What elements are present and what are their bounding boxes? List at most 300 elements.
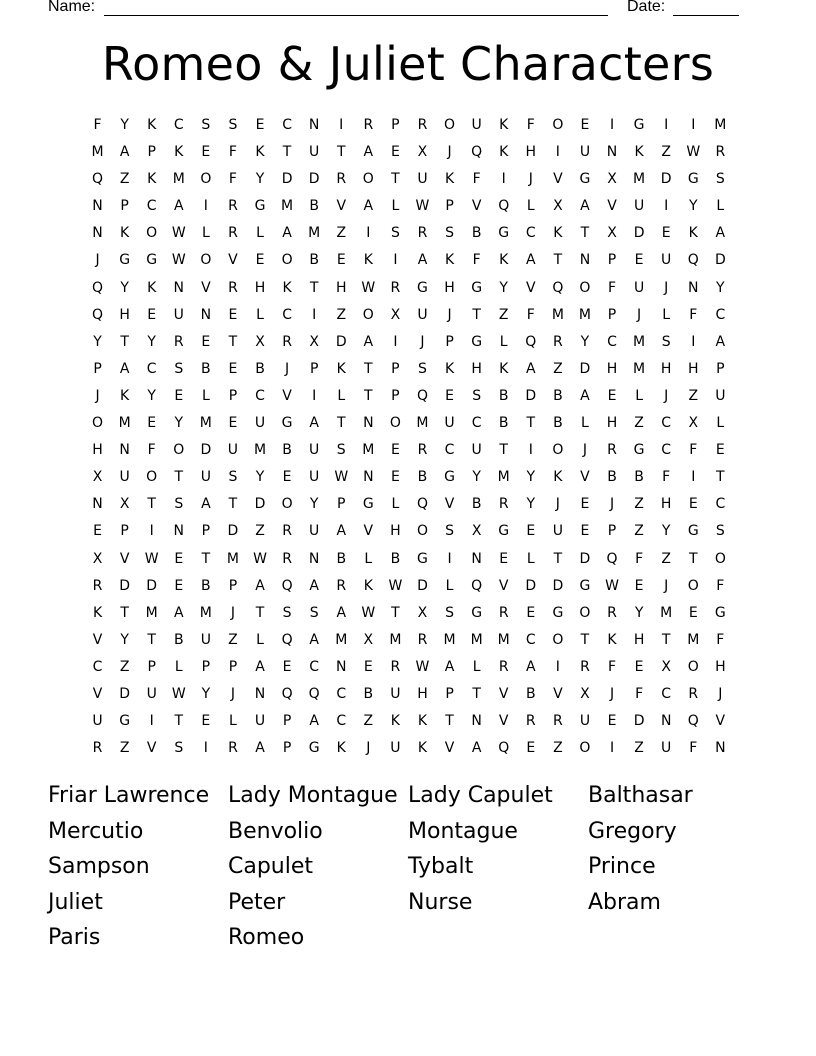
grid-letter[interactable]: L bbox=[229, 713, 237, 730]
grid-letter[interactable]: V bbox=[471, 198, 482, 215]
grid-letter[interactable]: L bbox=[391, 198, 400, 215]
grid-letter[interactable]: C bbox=[309, 658, 320, 675]
grid-letter[interactable]: A bbox=[580, 198, 590, 215]
grid-letter[interactable]: U bbox=[200, 469, 211, 486]
grid-letter[interactable]: B bbox=[498, 387, 509, 404]
grid-letter[interactable]: A bbox=[173, 604, 184, 621]
grid-letter[interactable]: N bbox=[173, 523, 185, 540]
grid-letter[interactable]: Y bbox=[147, 387, 156, 404]
grid-letter[interactable]: Y bbox=[580, 333, 590, 350]
grid-letter[interactable]: G bbox=[687, 171, 699, 188]
grid-letter[interactable]: L bbox=[364, 550, 373, 567]
grid-letter[interactable]: Z bbox=[661, 550, 671, 567]
grid-letter[interactable]: D bbox=[146, 577, 158, 594]
grid-letter[interactable]: Q bbox=[498, 740, 510, 757]
grid-letter[interactable]: F bbox=[607, 279, 617, 296]
grid-letter[interactable]: A bbox=[363, 198, 374, 215]
grid-letter[interactable]: D bbox=[119, 577, 130, 594]
grid-letter[interactable]: O bbox=[362, 306, 374, 323]
grid-letter[interactable]: N bbox=[119, 442, 130, 459]
grid-letter[interactable]: E bbox=[390, 442, 400, 459]
grid-letter[interactable]: Y bbox=[661, 523, 671, 540]
grid-letter[interactable]: D bbox=[254, 496, 266, 513]
grid-letter[interactable]: B bbox=[553, 387, 563, 404]
grid-letter[interactable]: H bbox=[687, 360, 699, 377]
grid-letter[interactable]: N bbox=[579, 252, 591, 269]
grid-letter[interactable]: V bbox=[282, 387, 292, 404]
grid-letter[interactable]: Z bbox=[363, 713, 374, 730]
grid-letter[interactable]: J bbox=[664, 279, 669, 296]
grid-letter[interactable]: S bbox=[201, 117, 211, 133]
grid-letter[interactable]: K bbox=[444, 252, 455, 269]
grid-letter[interactable]: J bbox=[637, 306, 642, 323]
grid-letter[interactable]: C bbox=[173, 117, 184, 133]
grid-letter[interactable]: Y bbox=[716, 279, 725, 296]
grid-letter[interactable]: S bbox=[445, 523, 454, 540]
grid-letter[interactable]: W bbox=[171, 685, 186, 702]
grid-letter[interactable]: T bbox=[580, 631, 590, 648]
grid-letter[interactable]: A bbox=[580, 387, 590, 404]
grid-letter[interactable]: M bbox=[308, 225, 321, 242]
grid-letter[interactable]: C bbox=[146, 198, 157, 215]
grid-letter[interactable]: I bbox=[609, 117, 615, 133]
grid-letter[interactable]: U bbox=[444, 415, 455, 432]
grid-letter[interactable]: F bbox=[93, 117, 102, 133]
grid-letter[interactable]: P bbox=[147, 144, 156, 161]
grid-letter[interactable]: P bbox=[282, 713, 292, 730]
grid-letter[interactable]: O bbox=[444, 117, 456, 133]
grid-letter[interactable]: U bbox=[254, 415, 266, 432]
grid-letter[interactable]: M bbox=[281, 198, 294, 215]
grid-letter[interactable]: S bbox=[390, 225, 400, 242]
grid-letter[interactable]: Q bbox=[606, 550, 618, 567]
grid-letter[interactable]: T bbox=[336, 415, 346, 432]
grid-letter[interactable]: H bbox=[471, 360, 482, 377]
grid-letter[interactable]: V bbox=[498, 577, 509, 594]
grid-letter[interactable]: R bbox=[525, 713, 536, 730]
grid-letter[interactable]: Q bbox=[416, 496, 428, 513]
grid-letter[interactable]: I bbox=[691, 469, 696, 486]
grid-letter[interactable]: J bbox=[664, 577, 669, 594]
grid-letter[interactable]: F bbox=[607, 658, 617, 675]
grid-letter[interactable]: N bbox=[92, 496, 103, 513]
grid-letter[interactable]: Z bbox=[634, 740, 644, 757]
grid-letter[interactable]: G bbox=[471, 604, 483, 621]
grid-letter[interactable]: M bbox=[335, 631, 348, 648]
grid-letter[interactable]: K bbox=[174, 144, 184, 161]
grid-letter[interactable]: W bbox=[605, 577, 619, 594]
grid-letter[interactable]: K bbox=[336, 740, 346, 757]
grid-letter[interactable]: N bbox=[308, 117, 320, 133]
grid-letter[interactable]: V bbox=[553, 685, 563, 702]
grid-letter[interactable]: O bbox=[362, 171, 374, 188]
grid-letter[interactable]: P bbox=[607, 306, 617, 323]
grid-letter[interactable]: H bbox=[606, 360, 618, 377]
grid-letter[interactable]: I bbox=[203, 740, 208, 757]
grid-letter[interactable]: I bbox=[501, 171, 506, 188]
grid-letter[interactable]: E bbox=[661, 225, 671, 242]
grid-letter[interactable]: N bbox=[92, 225, 103, 242]
grid-letter[interactable]: P bbox=[445, 685, 454, 702]
grid-letter[interactable]: Z bbox=[553, 740, 563, 757]
grid-letter[interactable]: P bbox=[147, 658, 156, 675]
grid-letter[interactable]: Z bbox=[255, 523, 265, 540]
grid-letter[interactable]: K bbox=[147, 171, 157, 188]
grid-letter[interactable]: L bbox=[256, 225, 264, 242]
grid-letter[interactable]: M bbox=[633, 171, 646, 188]
grid-letter[interactable]: T bbox=[336, 144, 346, 161]
grid-letter[interactable]: J bbox=[95, 387, 100, 404]
grid-letter[interactable]: U bbox=[92, 713, 103, 730]
grid-letter[interactable]: K bbox=[147, 279, 157, 296]
grid-letter[interactable]: V bbox=[498, 713, 509, 730]
grid-letter[interactable]: B bbox=[498, 415, 509, 432]
grid-letter[interactable]: T bbox=[580, 225, 590, 242]
grid-letter[interactable]: K bbox=[255, 144, 265, 161]
grid-letter[interactable]: R bbox=[417, 117, 428, 133]
grid-letter[interactable]: H bbox=[92, 442, 103, 459]
grid-letter[interactable]: C bbox=[661, 685, 672, 702]
grid-letter[interactable]: E bbox=[363, 658, 373, 675]
grid-letter[interactable]: R bbox=[553, 333, 563, 350]
grid-letter[interactable]: V bbox=[580, 469, 590, 486]
grid-letter[interactable]: X bbox=[688, 415, 699, 432]
grid-letter[interactable]: N bbox=[688, 279, 699, 296]
grid-letter[interactable]: O bbox=[579, 740, 591, 757]
grid-letter[interactable]: O bbox=[714, 550, 726, 567]
grid-letter[interactable]: I bbox=[366, 225, 371, 242]
grid-letter[interactable]: E bbox=[255, 117, 265, 133]
grid-letter[interactable]: Q bbox=[498, 198, 510, 215]
grid-letter[interactable]: G bbox=[633, 442, 645, 459]
grid-letter[interactable]: P bbox=[93, 360, 102, 377]
grid-letter[interactable]: M bbox=[362, 442, 375, 459]
grid-letter[interactable]: X bbox=[92, 550, 103, 567]
grid-letter[interactable]: Z bbox=[634, 496, 644, 513]
grid-letter[interactable]: U bbox=[471, 442, 482, 459]
grid-letter[interactable]: S bbox=[472, 387, 482, 404]
grid-letter[interactable]: V bbox=[119, 550, 130, 567]
grid-letter[interactable]: D bbox=[525, 577, 537, 594]
grid-letter[interactable]: M bbox=[687, 631, 700, 648]
grid-letter[interactable]: A bbox=[526, 252, 536, 269]
grid-letter[interactable]: M bbox=[145, 604, 158, 621]
grid-letter[interactable]: R bbox=[715, 144, 726, 161]
grid-letter[interactable]: K bbox=[634, 144, 644, 161]
grid-letter[interactable]: B bbox=[309, 252, 319, 269]
grid-letter[interactable]: A bbox=[526, 658, 536, 675]
grid-letter[interactable]: V bbox=[201, 279, 211, 296]
grid-letter[interactable]: B bbox=[363, 685, 374, 702]
grid-letter[interactable]: V bbox=[444, 740, 455, 757]
grid-letter[interactable]: X bbox=[417, 144, 428, 161]
grid-letter[interactable]: L bbox=[635, 387, 643, 404]
grid-letter[interactable]: Q bbox=[92, 171, 104, 188]
grid-letter[interactable]: X bbox=[471, 523, 482, 540]
grid-letter[interactable]: U bbox=[309, 523, 320, 540]
grid-letter[interactable]: M bbox=[714, 117, 727, 133]
grid-letter[interactable]: C bbox=[282, 117, 292, 133]
grid-letter[interactable]: C bbox=[282, 306, 292, 323]
grid-letter[interactable]: E bbox=[282, 658, 292, 675]
grid-letter[interactable]: E bbox=[634, 577, 644, 594]
grid-letter[interactable]: H bbox=[444, 279, 455, 296]
grid-letter[interactable]: R bbox=[607, 604, 617, 621]
grid-letter[interactable]: D bbox=[633, 713, 645, 730]
grid-letter[interactable]: X bbox=[255, 333, 265, 350]
grid-letter[interactable]: Z bbox=[661, 144, 671, 161]
grid-letter[interactable]: T bbox=[688, 550, 698, 567]
grid-letter[interactable]: N bbox=[254, 685, 266, 702]
grid-letter[interactable]: Z bbox=[553, 360, 563, 377]
grid-letter[interactable]: S bbox=[418, 360, 427, 377]
grid-letter[interactable]: O bbox=[687, 658, 699, 675]
grid-letter[interactable]: G bbox=[552, 604, 564, 621]
grid-letter[interactable]: P bbox=[228, 577, 238, 594]
grid-letter[interactable]: L bbox=[256, 631, 264, 648]
grid-letter[interactable]: Q bbox=[281, 685, 293, 702]
grid-letter[interactable]: B bbox=[390, 550, 401, 567]
grid-letter[interactable]: T bbox=[499, 442, 508, 459]
grid-letter[interactable]: T bbox=[201, 550, 211, 567]
grid-letter[interactable]: K bbox=[120, 225, 130, 242]
grid-letter[interactable]: A bbox=[309, 713, 319, 730]
grid-letter[interactable]: X bbox=[417, 604, 428, 621]
grid-letter[interactable]: O bbox=[552, 631, 564, 648]
grid-letter[interactable]: E bbox=[201, 333, 211, 350]
grid-letter[interactable]: T bbox=[282, 144, 292, 161]
grid-letter[interactable]: I bbox=[203, 198, 208, 215]
grid-letter[interactable]: Q bbox=[552, 279, 564, 296]
grid-letter[interactable]: A bbox=[255, 740, 265, 757]
grid-letter[interactable]: G bbox=[119, 713, 131, 730]
grid-letter[interactable]: V bbox=[444, 496, 455, 513]
grid-letter[interactable]: T bbox=[526, 415, 536, 432]
grid-letter[interactable]: O bbox=[389, 415, 401, 432]
grid-letter[interactable]: C bbox=[471, 415, 482, 432]
grid-letter[interactable]: M bbox=[199, 604, 212, 621]
grid-letter[interactable]: V bbox=[228, 252, 238, 269]
grid-letter[interactable]: C bbox=[525, 631, 536, 648]
grid-letter[interactable]: Q bbox=[687, 252, 699, 269]
grid-letter[interactable]: A bbox=[173, 198, 184, 215]
grid-letter[interactable]: N bbox=[363, 415, 374, 432]
grid-letter[interactable]: H bbox=[660, 360, 672, 377]
grid-letter[interactable]: R bbox=[282, 550, 292, 567]
grid-letter[interactable]: S bbox=[174, 496, 184, 513]
grid-letter[interactable]: F bbox=[472, 171, 481, 188]
grid-letter[interactable]: E bbox=[390, 144, 400, 161]
grid-letter[interactable]: S bbox=[715, 171, 725, 188]
grid-letter[interactable]: A bbox=[336, 523, 347, 540]
grid-letter[interactable]: U bbox=[579, 144, 591, 161]
grid-letter[interactable]: H bbox=[119, 306, 130, 323]
grid-letter[interactable]: R bbox=[390, 279, 401, 296]
grid-letter[interactable]: O bbox=[579, 279, 591, 296]
grid-letter[interactable]: M bbox=[199, 415, 212, 432]
grid-letter[interactable]: E bbox=[228, 360, 238, 377]
grid-letter[interactable]: I bbox=[664, 198, 669, 215]
grid-letter[interactable]: A bbox=[255, 577, 265, 594]
grid-letter[interactable]: A bbox=[309, 415, 319, 432]
grid-letter[interactable]: E bbox=[147, 306, 157, 323]
grid-letter[interactable]: U bbox=[390, 685, 401, 702]
grid-letter[interactable]: J bbox=[528, 171, 533, 188]
grid-letter[interactable]: R bbox=[282, 523, 292, 540]
grid-letter[interactable]: L bbox=[526, 550, 535, 567]
grid-letter[interactable]: U bbox=[119, 469, 130, 486]
grid-letter[interactable]: Q bbox=[92, 279, 104, 296]
grid-letter[interactable]: N bbox=[660, 713, 672, 730]
grid-letter[interactable]: M bbox=[172, 171, 185, 188]
grid-letter[interactable]: R bbox=[390, 658, 401, 675]
grid-letter[interactable]: S bbox=[228, 469, 238, 486]
grid-letter[interactable]: I bbox=[609, 740, 615, 757]
grid-letter[interactable]: R bbox=[336, 171, 347, 188]
grid-letter[interactable]: V bbox=[553, 171, 563, 188]
grid-letter[interactable]: C bbox=[336, 713, 347, 730]
grid-letter[interactable]: H bbox=[715, 658, 726, 675]
grid-letter[interactable]: E bbox=[607, 387, 617, 404]
grid-letter[interactable]: R bbox=[363, 117, 374, 133]
grid-letter[interactable]: G bbox=[308, 740, 320, 757]
grid-letter[interactable]: W bbox=[388, 577, 403, 594]
grid-letter[interactable]: J bbox=[366, 740, 371, 757]
grid-letter[interactable]: W bbox=[253, 550, 267, 567]
grid-letter[interactable]: C bbox=[661, 415, 672, 432]
grid-letter[interactable]: Q bbox=[525, 333, 537, 350]
grid-letter[interactable]: Z bbox=[634, 415, 644, 432]
grid-letter[interactable]: Q bbox=[471, 577, 483, 594]
grid-letter[interactable]: M bbox=[633, 360, 646, 377]
grid-letter[interactable]: G bbox=[119, 252, 131, 269]
grid-letter[interactable]: O bbox=[146, 469, 158, 486]
grid-letter[interactable]: L bbox=[716, 415, 725, 432]
grid-letter[interactable]: J bbox=[285, 360, 290, 377]
grid-letter[interactable]: O bbox=[579, 604, 591, 621]
grid-letter[interactable]: E bbox=[445, 387, 454, 404]
grid-letter[interactable]: D bbox=[552, 577, 564, 594]
grid-letter[interactable]: D bbox=[119, 685, 130, 702]
grid-letter[interactable]: S bbox=[174, 740, 184, 757]
grid-letter[interactable]: U bbox=[254, 713, 266, 730]
grid-letter[interactable]: N bbox=[92, 198, 103, 215]
grid-letter[interactable]: G bbox=[444, 469, 455, 486]
grid-letter[interactable]: D bbox=[308, 171, 320, 188]
grid-letter[interactable]: G bbox=[281, 415, 293, 432]
grid-letter[interactable]: K bbox=[607, 631, 617, 648]
grid-letter[interactable]: D bbox=[200, 442, 212, 459]
grid-letter[interactable]: G bbox=[471, 279, 483, 296]
grid-letter[interactable]: N bbox=[173, 279, 185, 296]
grid-letter[interactable]: T bbox=[553, 252, 563, 269]
grid-letter[interactable]: H bbox=[660, 496, 672, 513]
grid-letter[interactable]: W bbox=[415, 198, 430, 215]
grid-letter[interactable]: I bbox=[555, 658, 560, 675]
grid-letter[interactable]: C bbox=[525, 225, 536, 242]
grid-letter[interactable]: Q bbox=[416, 387, 428, 404]
grid-letter[interactable]: T bbox=[445, 713, 454, 730]
grid-letter[interactable]: G bbox=[498, 523, 510, 540]
grid-letter[interactable]: K bbox=[92, 604, 103, 621]
grid-letter[interactable]: S bbox=[715, 523, 725, 540]
grid-letter[interactable]: Q bbox=[281, 631, 293, 648]
grid-letter[interactable]: X bbox=[553, 198, 563, 215]
grid-letter[interactable]: E bbox=[228, 306, 238, 323]
grid-letter[interactable]: F bbox=[526, 117, 535, 133]
grid-letter[interactable]: V bbox=[336, 198, 347, 215]
grid-letter[interactable]: G bbox=[417, 550, 428, 567]
grid-letter[interactable]: I bbox=[447, 550, 452, 567]
grid-letter[interactable]: L bbox=[526, 198, 535, 215]
grid-letter[interactable]: P bbox=[120, 523, 129, 540]
grid-letter[interactable]: Y bbox=[120, 117, 129, 133]
grid-letter[interactable]: K bbox=[499, 144, 509, 161]
grid-letter[interactable]: P bbox=[391, 387, 400, 404]
grid-letter[interactable]: E bbox=[147, 415, 157, 432]
grid-letter[interactable]: J bbox=[230, 604, 235, 621]
grid-letter[interactable]: R bbox=[688, 685, 699, 702]
grid-letter[interactable]: I bbox=[691, 117, 696, 133]
grid-letter[interactable]: N bbox=[471, 550, 482, 567]
grid-letter[interactable]: L bbox=[445, 577, 454, 594]
grid-letter[interactable]: Y bbox=[201, 685, 211, 702]
grid-letter[interactable]: R bbox=[228, 740, 238, 757]
grid-letter[interactable]: U bbox=[173, 306, 184, 323]
grid-letter[interactable]: A bbox=[309, 631, 319, 648]
grid-letter[interactable]: X bbox=[580, 685, 590, 702]
grid-letter[interactable]: Y bbox=[526, 469, 536, 486]
grid-letter[interactable]: A bbox=[471, 740, 482, 757]
grid-letter[interactable]: D bbox=[714, 252, 726, 269]
grid-letter[interactable]: S bbox=[445, 604, 454, 621]
grid-letter[interactable]: F bbox=[716, 577, 725, 594]
grid-letter[interactable]: H bbox=[417, 685, 428, 702]
grid-letter[interactable]: G bbox=[362, 496, 374, 513]
grid-letter[interactable]: T bbox=[147, 496, 156, 513]
grid-letter[interactable]: S bbox=[228, 117, 238, 133]
grid-letter[interactable]: Z bbox=[336, 306, 347, 323]
grid-letter[interactable]: L bbox=[201, 387, 210, 404]
grid-letter[interactable]: R bbox=[498, 496, 509, 513]
grid-letter[interactable]: P bbox=[391, 117, 400, 133]
grid-letter[interactable]: P bbox=[282, 740, 292, 757]
grid-letter[interactable]: P bbox=[337, 496, 346, 513]
grid-letter[interactable]: E bbox=[634, 252, 644, 269]
grid-letter[interactable]: G bbox=[579, 171, 591, 188]
grid-letter[interactable]: T bbox=[391, 604, 400, 621]
grid-letter[interactable]: J bbox=[555, 496, 560, 513]
grid-letter[interactable]: Q bbox=[308, 685, 320, 702]
grid-letter[interactable]: N bbox=[606, 144, 618, 161]
grid-letter[interactable]: A bbox=[336, 604, 347, 621]
grid-letter[interactable]: E bbox=[282, 469, 292, 486]
grid-letter[interactable]: E bbox=[634, 658, 644, 675]
grid-letter[interactable]: E bbox=[688, 604, 698, 621]
grid-letter[interactable]: F bbox=[635, 685, 644, 702]
grid-letter[interactable]: E bbox=[580, 117, 590, 133]
grid-letter[interactable]: J bbox=[582, 442, 588, 459]
grid-letter[interactable]: E bbox=[526, 740, 536, 757]
grid-letter[interactable]: D bbox=[335, 333, 347, 350]
grid-letter[interactable]: I bbox=[393, 252, 398, 269]
grid-letter[interactable]: V bbox=[607, 198, 617, 215]
grid-letter[interactable]: A bbox=[363, 144, 374, 161]
grid-letter[interactable]: P bbox=[309, 360, 319, 377]
grid-letter[interactable]: L bbox=[174, 658, 183, 675]
grid-letter[interactable]: F bbox=[662, 469, 671, 486]
grid-letter[interactable]: F bbox=[228, 144, 237, 161]
